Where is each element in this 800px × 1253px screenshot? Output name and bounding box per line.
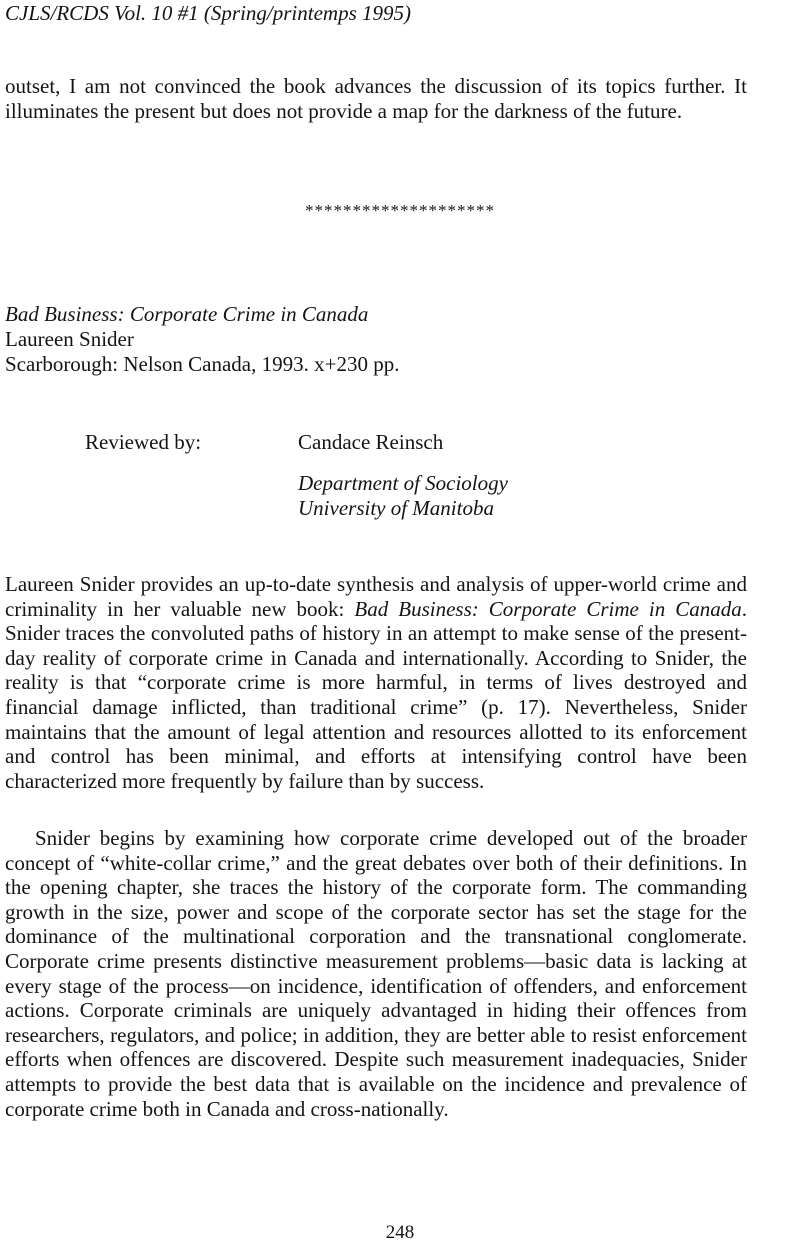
body-book-title: Bad Business: Corporate Crime in Canada: [354, 596, 742, 621]
body-paragraph-1-part-a: Laureen Snider provides an up-to-date synthesis and analysis of upper-world crime and criminality in her valuable new book:: [5, 572, 747, 621]
section-separator: ********************: [305, 201, 495, 220]
reviewed-by-label: Reviewed by:: [85, 430, 202, 454]
body-paragraph-2: Snider begins by examining how corporate crime developed out of the broader concept of “white-collar crime,” and the great debates over both of their definitions. In the opening chapter, she traces the history of the corporate form. The commanding growth in the size, power and scope of the corporate sector has set the stage for the dominance of the multinational corporation and the transnational conglomerate. Corporate crime presents distinctive measurement problems—basic data is lacking at every stage of the process—on incidence, identification of offenders, and enforcement actions. Corporate criminals are uniquely advantaged in hiding their offences from researchers, regulators, and police; in addition, they are better able to resist enforcement efforts when offences are discovered. Despite such measurement inadequacies, Snider attempts to provide the best data that is available on the incidence and prevalence of corporate crime both in Canada and cross-nationally.: [5, 826, 747, 1121]
body-paragraph-1: [5, 572, 747, 793]
book-citation: [5, 302, 399, 377]
intro-paragraph: outset, I am not convinced the book advances the discussion of its topics further. It illuminates the present but does not provide a map for the darkness of the future.: [5, 74, 747, 123]
page-number: 248: [385, 1222, 415, 1243]
reviewer-name: Candace Reinsch: [298, 430, 444, 454]
body-paragraph-1-part-b: . Snider traces the convoluted paths of history in an attempt to make sense of the present-day reality of corporate crime in Canada and internationally. According to Snider, the reality is that “corporate crime is more harmful, in terms of lives destroyed and financial damage inflicted, than traditional crime” (p. 17). Nevertheless, Snider maintains that the amount of legal attention and resources allotted to its enforcement and control has been minimal, and efforts at intensifying control have been characterized more frequently by failure than by success.: [5, 596, 747, 793]
book-publication: Scarborough: Nelson Canada, 1993. x+230 pp.: [5, 352, 400, 376]
running-header: CJLS/RCDS Vol. 10 #1 (Spring/printemps 1995): [5, 1, 412, 25]
reviewer-university: University of Manitoba: [298, 496, 494, 520]
reviewer-info: [298, 430, 508, 521]
book-title: Bad Business: Corporate Crime in Canada: [5, 302, 369, 326]
reviewer-department: Department of Sociology: [298, 471, 508, 495]
book-author: Laureen Snider: [5, 327, 134, 351]
